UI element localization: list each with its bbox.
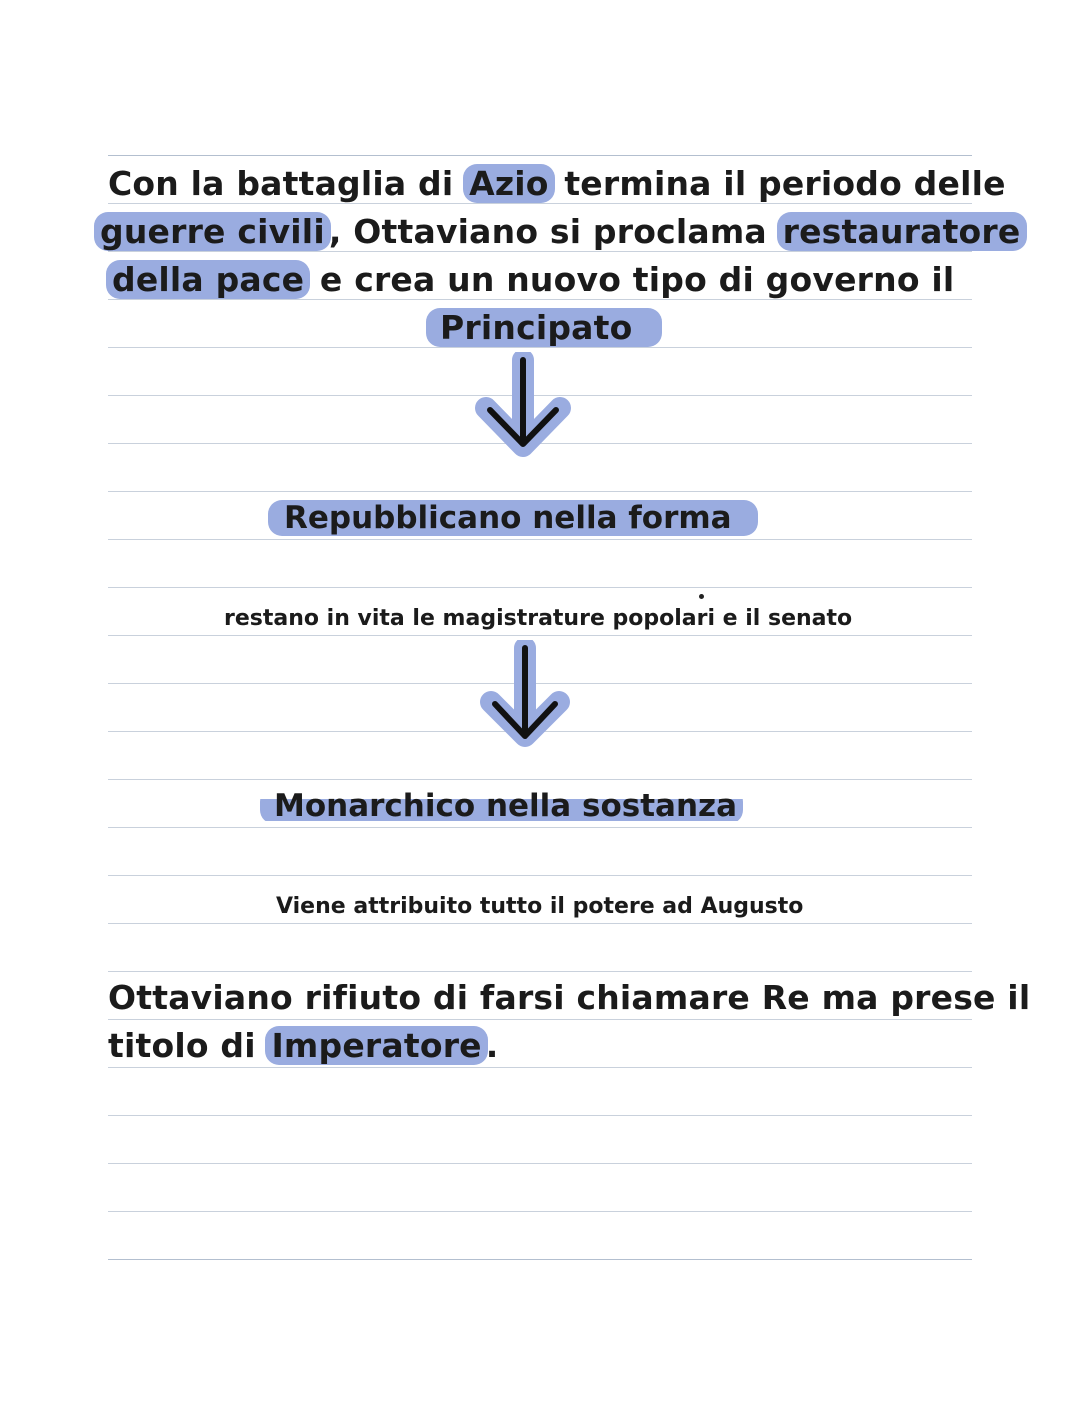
monarchy-detail: Viene attribuito tutto il potere ad Augusto [276, 894, 804, 919]
ruled-line [108, 971, 972, 972]
ruled-line [108, 539, 972, 540]
ruled-line [108, 923, 972, 924]
highlight-restauratore: restauratore [777, 212, 1027, 251]
intro-line-1: Con la battaglia di Azio termina il periodo delle [108, 164, 1006, 203]
highlight-monarchy: Monarchico nella sostanza [260, 788, 743, 824]
highlight-della-pace: della pace [106, 260, 310, 299]
ruled-line [108, 1067, 972, 1068]
ruled-line [108, 587, 972, 588]
ruled-line [108, 155, 972, 156]
ruled-line [108, 347, 972, 348]
ruled-line [108, 875, 972, 876]
highlight-azio: Azio [463, 164, 555, 203]
ruled-line [108, 635, 972, 636]
ruled-line [108, 251, 972, 252]
highlight-imperatore: Imperatore [265, 1026, 487, 1065]
ruled-line [108, 1259, 972, 1260]
ruled-line [108, 203, 972, 204]
ruled-line [108, 827, 972, 828]
intro-line-2: guerre civili , Ottaviano si proclama restauratore [96, 212, 1025, 251]
ruled-line [108, 1211, 972, 1212]
arrow-down-icon [475, 640, 575, 750]
monarchy-heading [262, 788, 741, 824]
highlight-principato: Principato [426, 308, 662, 347]
ruled-line [108, 1019, 972, 1020]
republic-heading [270, 500, 756, 536]
arrow-down-icon [468, 352, 578, 462]
principato-heading [428, 308, 660, 347]
ruled-line [108, 1163, 972, 1164]
ruled-line [108, 299, 972, 300]
highlight-guerre-civili: guerre civili [94, 212, 331, 251]
conclusion-line-2: titolo di Imperatore . [108, 1026, 499, 1065]
ruled-line [108, 491, 972, 492]
ruled-line [108, 779, 972, 780]
conclusion-line-1: Ottaviano rifiuto di farsi chiamare Re ma prese il [108, 978, 1031, 1017]
intro-line-3: della pace e crea un nuovo tipo di governo il [108, 260, 954, 299]
highlight-republic: Repubblicano nella forma [268, 500, 758, 536]
republic-detail: restano in vita le magistrature popolari e il senato [224, 606, 853, 631]
pen-dot [699, 594, 704, 599]
ruled-line [108, 1115, 972, 1116]
